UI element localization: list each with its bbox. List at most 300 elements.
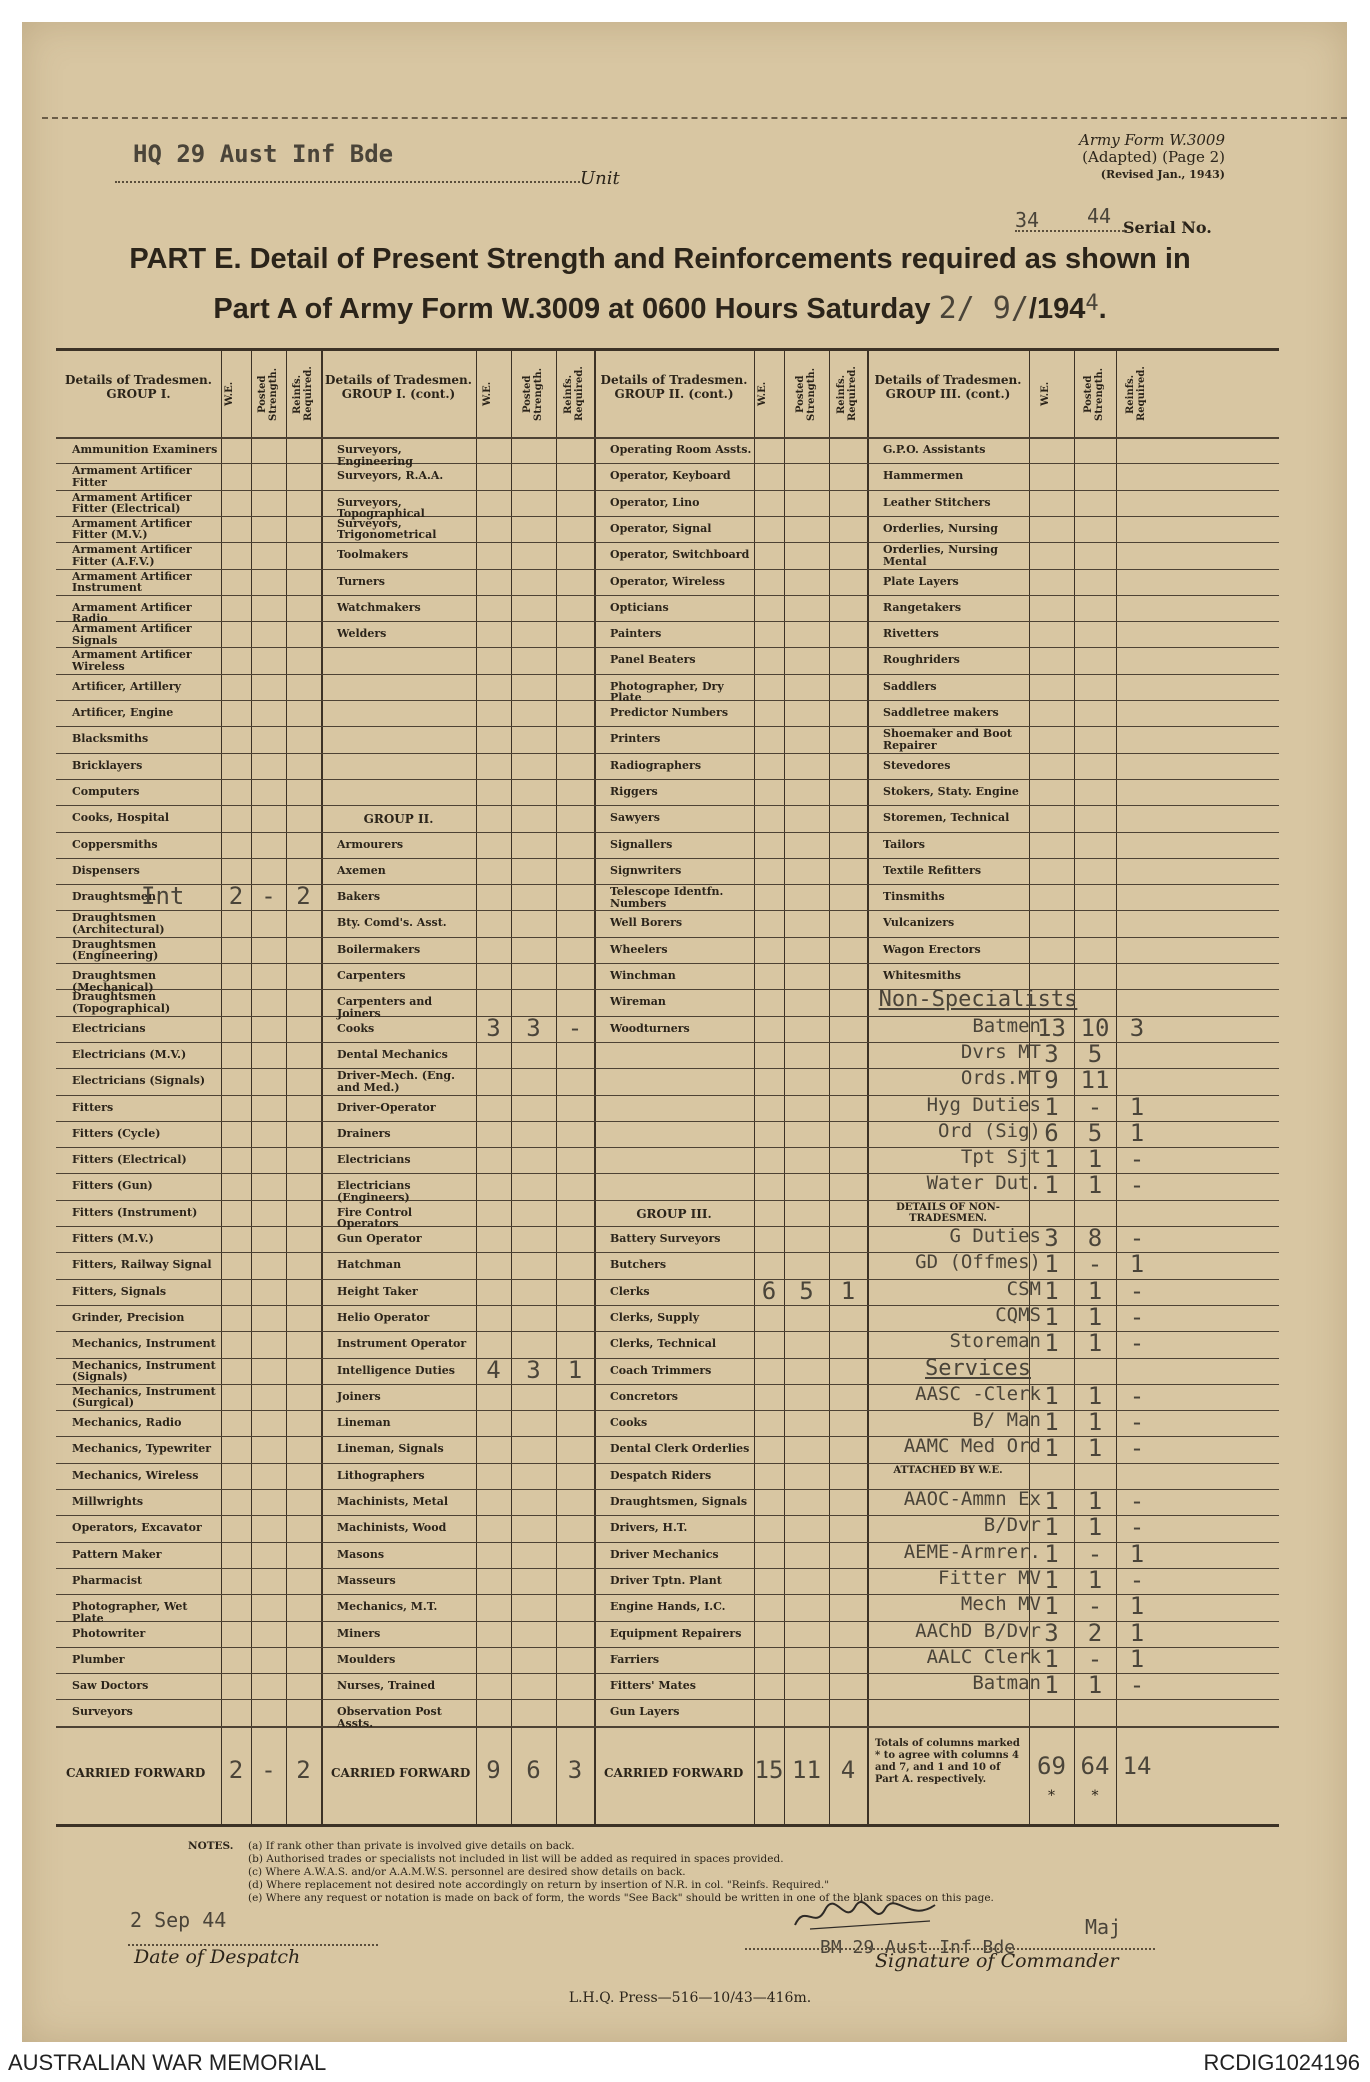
typed-trade-name: B/ Man [972,1409,1041,1432]
typed-posted: - [1087,1250,1103,1279]
signatory-rank: Maj [1085,1915,1122,1939]
column-header-reinfs: Reinfs. Required. [563,366,585,422]
typed-posted: 11 [1080,1066,1110,1095]
trade-name: Whitesmiths [883,969,961,982]
total-value: 14 [1122,1751,1152,1780]
group-heading: GROUP III. [636,1206,712,1221]
row-rule [56,963,1279,964]
header-rule [56,437,1279,439]
note-item: (a) If rank other than private is involved give details on back. [248,1840,575,1852]
signatory-appointment: BM 29 Aust Inf Bde [820,1937,1016,1958]
trade-name: Carpenters and Joiners [337,995,433,1020]
typed-posted: 1 [1087,1487,1103,1515]
typed-trade-name: AAChD B/Dvr [915,1619,1041,1642]
column-header-reinfs: Reinfs. Required. [291,366,314,422]
notes-lead: NOTES. [188,1840,234,1852]
trade-name: Electricians [72,1021,146,1035]
trade-name: Roughriders [883,653,960,667]
trade-name: Draughtsmen (Engineering) [72,937,159,963]
trade-name: Panel Beaters [610,653,696,667]
row-rule [56,569,1279,570]
typed-we: 1 [1044,1565,1059,1594]
column-divider [251,351,252,1824]
non-tradesmen-heading: DETAILS OF NON-TRADESMEN. [896,1201,1000,1224]
column-divider [286,351,287,1824]
typed-reinfs: - [1129,1302,1145,1331]
trade-name: Bty. Comd's. Asst. [337,916,447,930]
trade-name: Operating Room Assts. [610,443,752,456]
entry-reinfs: - [567,1013,583,1042]
trade-name: Mechanics, Wireless [72,1468,199,1482]
trade-name: Electricians (Signals) [72,1074,206,1088]
trade-name: Artificer, Engine [72,706,174,719]
carried-forward-value: 11 [792,1755,821,1784]
trade-name: Clerks, Supply [610,1310,700,1324]
trade-name: Wireman [610,995,666,1009]
typed-posted: 2 [1087,1618,1103,1647]
trade-name: Orderlies, Nursing [883,521,998,535]
group-header: Details of Tradesmen. GROUP I. [65,373,212,401]
row-rule [56,542,1279,543]
army-form-block [1000,132,1225,183]
typed-posted: 1 [1087,1671,1103,1700]
trade-name: Plate Layers [883,574,959,588]
trade-name: Tailors [883,837,925,851]
serial-row [1015,204,1225,238]
trade-name: Surveyors [72,1705,133,1719]
serial-a: 34 [1015,208,1040,232]
row-rule [56,779,1279,780]
row-rule [56,989,1279,990]
entry-reinfs: 2 [296,882,311,911]
typed-posted: 1 [1087,1381,1103,1410]
trade-name: Armament Artificer Fitter (Electrical) [72,490,192,516]
trade-name: Pattern Maker [72,1547,162,1561]
typed-reinfs: - [1129,1408,1145,1437]
trade-name: Hatchman [337,1258,402,1272]
trade-name: Driver-Mech. (Eng. and Med.) [337,1069,455,1094]
trade-name: Instrument Operator [337,1337,467,1351]
trade-name: Photowriter [72,1626,146,1640]
trade-name: Concretors [610,1389,678,1403]
typed-reinfs: 1 [1129,1618,1145,1647]
column-divider [221,351,222,1824]
trade-name: Dental Mechanics [337,1047,448,1061]
typed-trade-name: Storeman [949,1330,1041,1353]
column-header-we: W.E. [1039,381,1051,407]
trade-name: Mechanics, Instrument (Signals) [72,1358,216,1383]
title-year-prefix: /194 [1028,293,1086,325]
total-star: * [1048,1787,1055,1804]
column-header-we: W.E. [224,381,235,407]
carried-forward-value: - [261,1755,276,1784]
typed-reinfs: 1 [1129,1644,1145,1673]
typed-reinfs: - [1129,1145,1145,1174]
trade-name: Engine Hands, I.C. [610,1600,726,1614]
row-rule [56,753,1279,754]
trade-name: Grinder, Precision [72,1310,185,1324]
trade-name: Cooks [337,1021,375,1035]
typed-reinfs: - [1129,1171,1145,1200]
trade-name: Surveyors, Trigonometrical [337,516,437,542]
trade-name: Lineman, Signals [337,1442,444,1456]
typed-posted: - [1087,1644,1103,1673]
trade-name: Operator, Signal [610,521,712,535]
row-rule [56,1200,1279,1201]
trade-name: Wheelers [610,942,668,956]
trade-name: Riggers [610,784,658,798]
typed-trade-name: Water Dut. [926,1172,1041,1195]
typed-posted: 1 [1087,1513,1103,1542]
trade-name: Fitters (M.V.) [72,1232,154,1245]
column-header-posted: Posted Strength. [521,367,544,421]
typed-reinfs: - [1129,1671,1145,1700]
trade-name: Armourers [337,837,404,851]
totals-note: Totals of columns marked * to agree with columns 4 and 7, and 1 and 10 of Part A. respectively. [875,1737,1020,1785]
group-heading: GROUP II. [363,812,434,827]
trade-name: Rivetters [883,627,939,641]
trade-name: Bricklayers [72,758,143,772]
typed-we: 1 [1044,1329,1059,1358]
carried-forward-value: 2 [296,1755,311,1784]
trade-name: Fitters, Railway Signal [72,1258,212,1272]
trade-name: Masons [337,1547,385,1561]
row-rule [56,937,1279,938]
column-divider [784,351,785,1824]
typed-trade-name: AALC Clerk [926,1645,1041,1668]
row-rule [56,1699,1279,1700]
trade-name: Fitters (Instrument) [72,1205,198,1219]
trade-name: Millwrights [72,1495,144,1508]
trade-name: Drainers [337,1126,391,1140]
row-rule [56,1358,1279,1359]
trade-name: Axemen [337,863,386,877]
carried-forward-label: CARRIED FORWARD [331,1765,471,1780]
trade-name: Bakers [337,890,381,904]
group-divider [594,351,596,1824]
trade-name: Operator, Switchboard [610,548,750,562]
trade-name: Clerks, Technical [610,1337,716,1351]
trade-name: Mechanics, Typewriter [72,1442,212,1456]
trade-name: Cooks, Hospital [72,811,170,825]
trade-name: Plumber [72,1652,125,1666]
typed-we: 1 [1044,1092,1059,1121]
trade-name: Mechanics, Radio [72,1416,182,1430]
trade-name: Fitters (Gun) [72,1179,153,1193]
total-star: * [1091,1787,1099,1804]
column-header-posted: Posted Strength. [794,367,817,421]
column-header-reinfs: Reinfs. Required. [836,366,858,422]
handwritten-signature [790,1895,940,1935]
trade-name: Saw Doctors [72,1679,149,1693]
typed-we: 1 [1044,1381,1059,1410]
total-value: 64 [1080,1751,1110,1780]
trade-name: Surveyors, Topographical [337,495,425,521]
unit-line [115,181,580,183]
trade-name: Signallers [610,837,673,851]
trade-name: Observation Post Assts. [337,1705,442,1730]
note-item: (d) Where replacement not desired note accordingly on return by insertion of N.R. in col. "Reinfs. Required." [248,1879,830,1891]
serial-line [1015,230,1127,232]
trade-name: G.P.O. Assistants [883,443,986,456]
typed-we: 3 [1044,1224,1059,1252]
typed-reinfs: - [1129,1434,1145,1463]
perforation-line [42,117,1347,119]
typed-we: 3 [1044,1618,1059,1647]
typed-trade-name: Hyg Duties [926,1093,1041,1116]
column-divider [556,351,557,1824]
trade-name: Carpenters [337,969,406,982]
row-rule [56,490,1279,491]
trade-name: Ammunition Examiners [72,443,218,456]
trade-name: Height Taker [337,1284,418,1298]
entry-we: 3 [486,1013,501,1042]
trade-name: Battery Surveyors [610,1232,721,1245]
adapted-line: (Adapted) (Page 2) [1082,148,1225,166]
typed-we: 1 [1044,1434,1059,1463]
note-item: (c) Where A.W.A.S. and/or A.A.M.W.S. personnel are desired show details on back. [248,1866,686,1878]
trade-name: Telescope Identfn. Numbers [610,885,724,910]
typed-posted: 1 [1087,1276,1103,1305]
trade-name: Fitters' Mates [610,1679,696,1693]
typed-posted: 1 [1087,1329,1103,1358]
carried-forward-value: 9 [486,1755,501,1784]
credit-right: RCDIG1024196 [1203,2050,1360,2075]
entry-posted: - [261,882,276,911]
typed-posted: - [1087,1592,1103,1621]
column-header-posted: Posted Strength. [256,367,279,421]
typed-we: 1 [1044,1302,1059,1331]
row-rule [56,647,1279,648]
trade-name: Armament Artificer Radio [72,600,192,626]
typed-trade-name: AEME-Armrer. [903,1540,1041,1563]
trade-name: Winchman [610,969,676,982]
trade-name: Coppersmiths [72,837,158,851]
entry-posted: 3 [526,1355,541,1384]
typed-we: 1 [1044,1250,1059,1279]
trade-name: Leather Stitchers [883,495,991,509]
typed-posted: 1 [1087,1302,1103,1331]
trade-name: Well Borers [610,916,683,930]
typed-trade-name: CSM [1006,1277,1041,1300]
typed-we: 1 [1044,1276,1059,1305]
typed-reinfs: 1 [1129,1539,1145,1568]
trade-name: Driver Mechanics [610,1547,719,1561]
typed-posted: 1 [1087,1408,1103,1437]
typed-we: 13 [1037,1013,1066,1042]
trade-name: Tinsmiths [883,890,945,904]
typed-reinfs: - [1129,1513,1145,1542]
typed-reinfs: 1 [1129,1118,1145,1147]
note-item: (b) Authorised trades or specialists not included in list will be added as required in spaces provided. [248,1853,784,1865]
trade-name: Stevedores [883,758,951,772]
entry-we: 2 [228,882,244,911]
entry-reinfs: 1 [840,1276,856,1305]
despatch-date-value: 2 Sep 44 [130,1908,227,1932]
typed-reinfs: - [1129,1565,1145,1594]
trade-name: Despatch Riders [610,1468,712,1482]
army-form-line: Army Form W.3009 [1079,131,1225,149]
trade-name: Drivers, H.T. [610,1521,688,1535]
typed-posted: - [1087,1539,1103,1568]
trade-name: Lineman [337,1416,391,1430]
trade-name: Equipment Repairers [610,1626,742,1640]
trade-name: Miners [337,1626,381,1640]
trade-name: Dispensers [72,863,140,877]
trade-name: Moulders [337,1652,396,1666]
trade-name: Armament Artificer Fitter (M.V.) [72,516,192,542]
typed-we: 1 [1044,1592,1059,1621]
title-year-suffix: 4 [1085,291,1099,316]
typed-posted: 8 [1087,1224,1103,1252]
entry-we: 6 [761,1276,777,1305]
column-divider [754,351,755,1824]
typed-reinfs: - [1129,1224,1145,1252]
trade-name: Draughtsmen (Architectural) [72,911,165,936]
column-header-reinfs: Reinfs. Required. [1125,366,1147,422]
serial-b: 44 [1087,204,1112,228]
despatch-date-label: Date of Despatch [134,1946,301,1968]
trade-name: Shoemaker and Boot Repairer [883,727,1012,752]
trade-name: Saddlers [883,679,937,693]
title-line-2-text: Part A of Army Form W.3009 at 0600 Hours Saturday [213,293,931,325]
trade-name: Fitters (Electrical) [72,1153,187,1167]
typed-posted: 1 [1087,1145,1103,1174]
trade-name: Pharmacist [72,1573,143,1587]
trade-name: Saddletree makers [883,706,999,719]
total-value: 69 [1037,1751,1066,1780]
trade-name: Vulcanizers [883,916,955,930]
trade-name: Photographer, Wet Plate [72,1600,188,1625]
trade-name: Draughtsmen [72,890,157,904]
trade-name: Artificer, Artillery [72,679,182,693]
services-heading: Services [925,1355,1031,1381]
typed-we: 1 [1044,1671,1059,1700]
trade-name: Masseurs [337,1573,396,1587]
typed-posted: 10 [1080,1013,1110,1042]
typed-reinfs: - [1129,1276,1145,1305]
row-rule [56,674,1279,675]
typed-trade-name: Dvrs MT [960,1040,1041,1063]
trade-name: Surveyors, Engineering [337,443,413,468]
trade-name: Radiographers [610,758,702,772]
entry-we: 4 [486,1355,501,1384]
signature-label: Signature of Commander [875,1950,1119,1972]
trade-name: Welders [337,627,387,641]
trade-name: Woodturners [610,1021,690,1035]
typed-we: 3 [1044,1039,1059,1068]
page-title-line-2: Part A of Army Form W.3009 at 0600 Hours Saturday 2/ $9//194^4$. [213,291,1107,326]
carried-forward-value: 15 [754,1755,784,1784]
trade-name: Machinists, Wood [337,1521,447,1535]
trade-name: Hammermen [883,469,964,483]
trade-name: Dental Clerk Orderlies [610,1442,750,1456]
page-title-line-1: PART E. Detail of Present Strength and Reinforcements required as shown in [129,243,1191,275]
entry-posted: 5 [799,1276,814,1305]
trade-name: Driver-Operator [337,1100,436,1114]
trade-name: Textile Refitters [883,863,982,877]
trade-name: Clerks [610,1284,650,1298]
attached-heading: ATTACHED BY W.E. [893,1464,1003,1476]
entry-posted: 3 [526,1013,541,1042]
typed-we: 9 [1044,1066,1059,1095]
column-divider [511,351,512,1824]
group-header: Details of Tradesmen. GROUP I. (cont.) [325,373,472,401]
typed-we: 1 [1044,1145,1059,1174]
trade-name: Lithographers [337,1468,425,1482]
trade-name: Electricians (M.V.) [72,1047,187,1061]
typed-posted: 5 [1087,1039,1103,1068]
carried-forward-value: 6 [526,1755,541,1784]
row-rule [56,858,1279,859]
carried-forward-value: 2 [228,1755,244,1784]
typed-trade-name: Ord (Sig) [938,1119,1041,1142]
trade-name: Sawyers [610,811,660,825]
title-date-typed: 2/ 9/ [938,291,1029,326]
row-rule [56,516,1279,517]
entry-label: Int [141,882,185,911]
typed-we: 1 [1044,1408,1059,1437]
typed-posted: 1 [1087,1171,1103,1200]
typed-we: 1 [1044,1539,1059,1568]
row-rule [56,1726,1279,1728]
trade-name: Electricians [337,1153,411,1167]
typed-we: 1 [1044,1513,1059,1542]
trade-name: Mechanics, M.T. [337,1600,438,1614]
row-rule [56,595,1279,596]
trade-name: Joiners [337,1389,381,1403]
column-divider [829,351,830,1824]
trade-name: Watchmakers [337,600,421,614]
typed-we: 1 [1044,1644,1059,1673]
trade-name: Draughtsmen (Mechanical) [72,969,157,994]
trade-name: Driver Tptn. Plant [610,1573,722,1587]
trade-name: Fire Control Operators [337,1205,413,1231]
typed-posted: - [1087,1092,1103,1121]
column-header-we: W.E. [481,381,493,407]
typed-trade-name: Fitter MV [938,1566,1041,1589]
unit-label: Unit [580,168,620,189]
trade-name: Blacksmiths [72,732,149,746]
carried-forward-label: CARRIED FORWARD [66,1765,206,1780]
trade-name: Computers [72,784,140,798]
trade-name: Intelligence Duties [337,1363,455,1377]
trade-name: Photographer, Dry Plate [610,679,724,705]
carried-forward-value: 3 [567,1755,583,1784]
trade-name: Gun Layers [610,1705,680,1719]
typed-we: 6 [1044,1118,1059,1147]
trade-name: Printers [610,732,661,746]
typed-reinfs: 1 [1129,1092,1145,1121]
trade-name: Helio Operator [337,1310,430,1324]
unit-value: HQ 29 Aust Inf Bde [133,140,394,168]
typed-reinfs: 3 [1129,1013,1145,1042]
column-header-we: W.E. [757,381,768,407]
trade-name: Boilermakers [337,942,421,956]
trade-name: Stokers, Staty. Engine [883,784,1019,798]
typed-trade-name: CQMS [995,1303,1041,1326]
row-rule [56,726,1279,727]
row-rule [56,805,1279,806]
trade-name: Mechanics, Instrument (Surgical) [72,1384,216,1410]
trade-name: Operator, Lino [610,495,700,509]
trade-name: Electricians (Engineers) [337,1179,411,1204]
typed-trade-name: B/Dvr [983,1514,1041,1537]
trade-name: Painters [610,627,662,641]
group-divider [321,351,323,1824]
typed-reinfs: - [1129,1487,1145,1515]
trade-name: Armament Artificer Signals [72,622,192,647]
